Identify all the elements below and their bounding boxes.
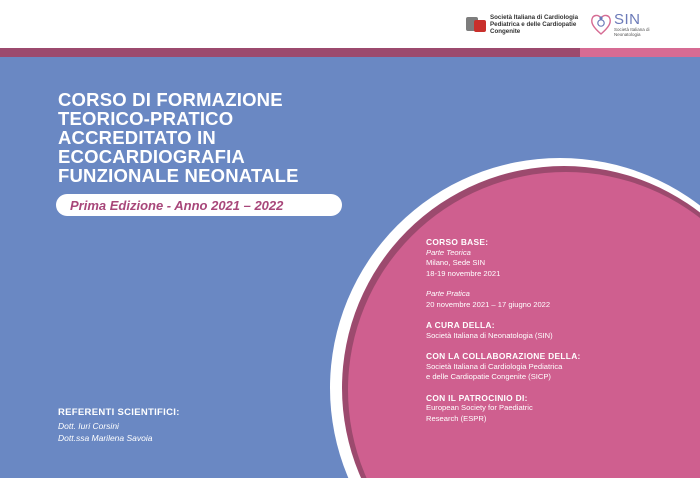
title-line: FUNZIONALE NEONATALE — [58, 165, 299, 186]
collab-line: e delle Cardiopatie Congenite (SICP) — [426, 372, 551, 381]
header-stripe-accent — [580, 48, 700, 57]
pratica-label: Parte Pratica — [426, 289, 470, 298]
sin-logo-text: Società Italiana di Neonatologia — [614, 26, 650, 37]
scientific-referents — [58, 407, 180, 444]
cura-text: Società Italiana di Neonatologia (SIN) — [426, 330, 553, 340]
header-stripe — [0, 48, 580, 57]
teorica-label: Parte Teorica — [426, 247, 471, 257]
teorica-place: Milano, Sede SIN — [426, 258, 486, 267]
patrocinio-heading: CON IL PATROCINIO DI: — [426, 392, 528, 403]
teorica-dates: 18-19 novembre 2021 — [426, 268, 501, 278]
collaborazione-block — [426, 351, 666, 383]
cura-heading: A CURA DELLA: — [426, 320, 495, 330]
patrocinio-line: European Society for Paediatric — [426, 403, 533, 412]
sin-logo-abbr: SIN — [614, 10, 641, 28]
course-title — [58, 90, 358, 185]
edition-pill — [56, 194, 342, 216]
referent-name: Dott. Iuri Corsini — [58, 421, 119, 431]
cura-block — [426, 320, 666, 341]
pratica-dates: 20 novembre 2021 – 17 giugno 2022 — [426, 299, 551, 309]
collab-line: Società Italiana di Cardiologia Pediatrica — [426, 361, 563, 371]
corso-base-block — [426, 237, 666, 310]
edition-text: Prima Edizione - Anno 2021 – 2022 — [70, 197, 284, 213]
patrocinio-line: Research (ESPR) — [426, 413, 487, 423]
title-line: ECOCARDIOGRAFIA — [58, 146, 245, 167]
title-line: CORSO DI FORMAZIONE — [58, 89, 283, 110]
sin-logo — [590, 10, 654, 38]
patrocinio-block — [426, 393, 666, 425]
referents-heading: REFERENTI SCIENTIFICI: — [58, 407, 180, 418]
collab-heading: CON LA COLLABORAZIONE DELLA: — [426, 351, 581, 361]
sicp-logo-text: Società Italiana di Cardiologia Pediatrica e delle Cardiopatie Congenite — [490, 13, 579, 35]
course-info — [426, 237, 666, 434]
header — [0, 0, 700, 48]
sicp-logo-icon — [466, 14, 486, 34]
sin-heart-icon — [590, 11, 612, 37]
corso-base-heading: CORSO BASE: — [426, 237, 489, 247]
sicp-logo — [466, 13, 602, 35]
title-line: ACCREDITATO IN — [58, 127, 216, 148]
title-line: TEORICO-PRATICO — [58, 108, 234, 129]
referent-name: Dott.ssa Marilena Savoia — [58, 433, 153, 443]
